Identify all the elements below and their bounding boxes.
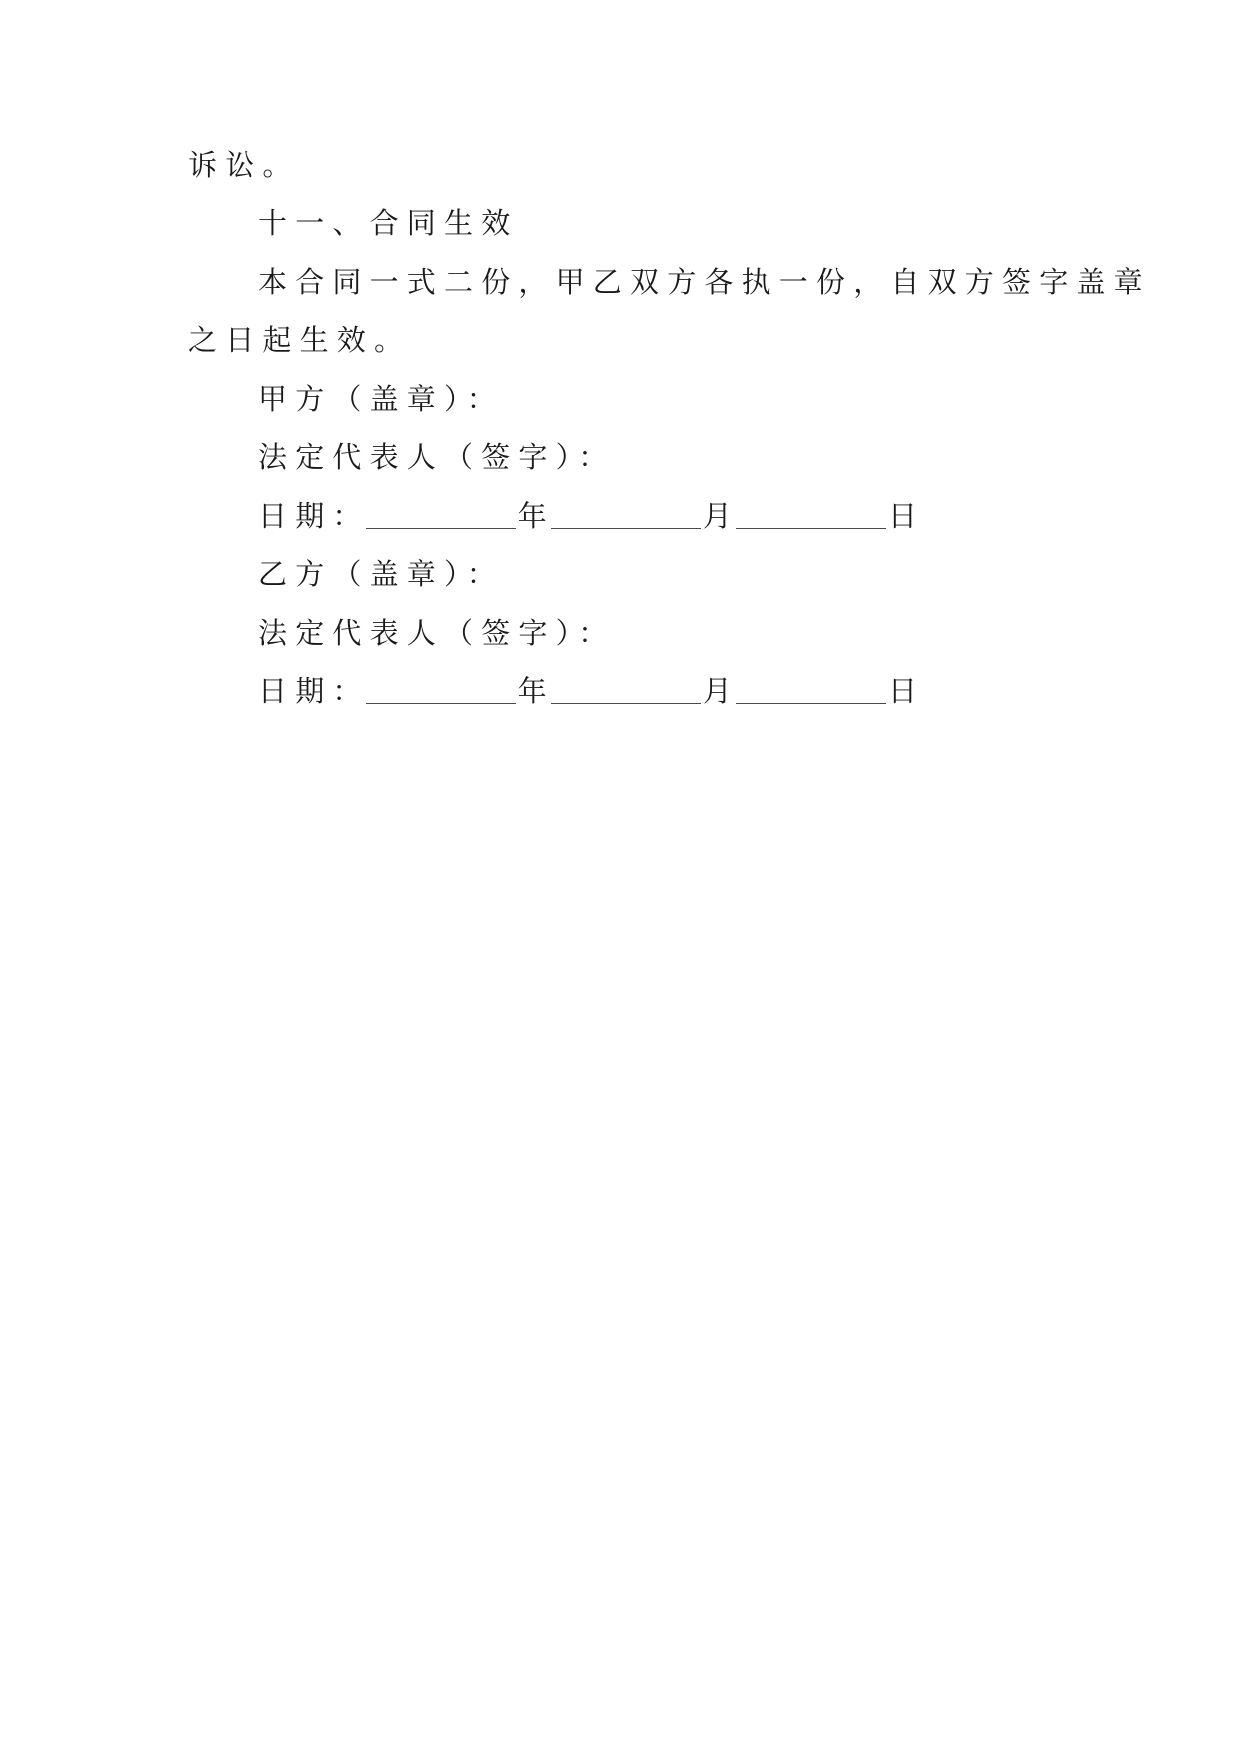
month-char: 月 xyxy=(702,499,741,533)
day-char: 日 xyxy=(888,499,926,533)
year-char: 年 xyxy=(517,499,555,533)
party-a-seal-label: 甲方（盖章）： xyxy=(258,382,504,416)
month-char: 月 xyxy=(702,674,741,708)
date-label: 日期： xyxy=(258,499,370,533)
day-blank xyxy=(736,498,886,529)
year-blank xyxy=(366,498,516,529)
paragraph-line: 本合同一式二份，甲乙双方各执一份，自双方签字盖章 xyxy=(258,265,1151,299)
day-blank xyxy=(736,673,886,704)
party-b-date-line xyxy=(258,671,925,711)
month-blank xyxy=(551,498,701,529)
year-blank xyxy=(366,673,516,704)
party-a-date-line xyxy=(258,496,925,536)
party-a-representative-label: 法定代表人（签字）： xyxy=(258,440,616,474)
date-label: 日期： xyxy=(258,674,370,708)
party-b-representative-label: 法定代表人（签字）： xyxy=(258,616,616,650)
day-char: 日 xyxy=(888,674,926,708)
paragraph-line: 之日起生效。 xyxy=(188,323,412,357)
month-blank xyxy=(551,673,701,704)
party-b-seal-label: 乙方（盖章）： xyxy=(258,557,504,591)
paragraph-continuation: 诉讼。 xyxy=(188,148,300,182)
section-heading: 十一、合同生效 xyxy=(258,206,519,240)
year-char: 年 xyxy=(517,674,555,708)
